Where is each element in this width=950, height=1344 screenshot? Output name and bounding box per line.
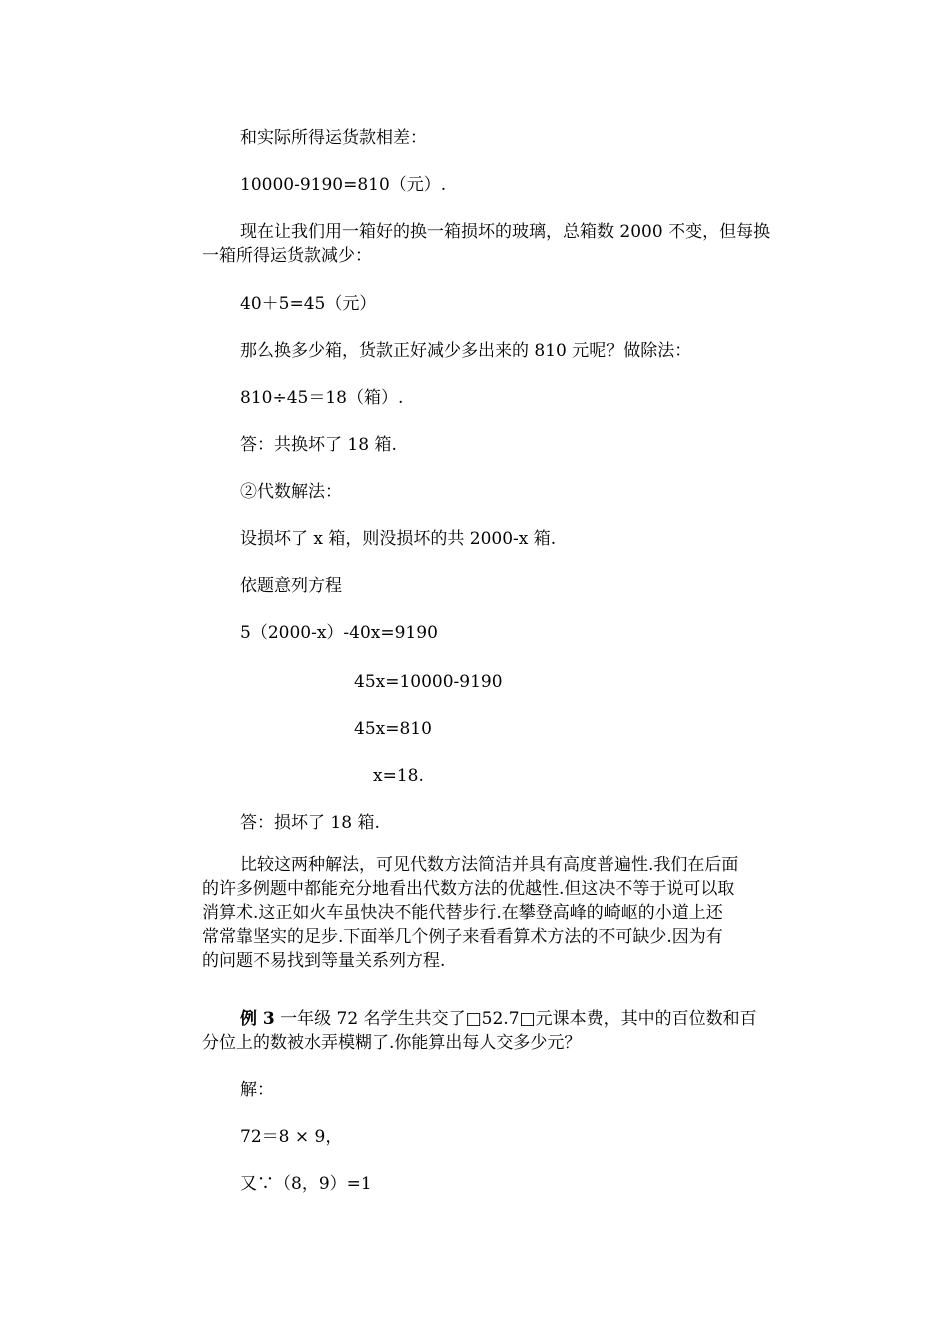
text-line: 答：共换坏了 18 箱. [240,435,397,455]
text-line: 那么换多少箱，货款正好减少多出来的 810 元呢？做除法： [240,341,692,361]
equation-line: 5（2000-x）-40x=9190 [240,623,438,643]
text-line: 设损坏了 x 箱，则没损坏的共 2000-x 箱. [240,529,557,549]
text-line: 和实际所得运货款相差： [240,128,427,148]
equation-line: 45x=10000-9190 [354,672,503,692]
text-line: 消算术.这正如火车虽快决不能代替步行.在攀登高峰的崎岖的小道上还 [202,903,723,923]
text-line: 答：损坏了 18 箱. [240,813,380,833]
text-line [202,1007,812,1031]
equation-line: 又∵（8，9）=1 [240,1174,372,1194]
text-line: 810÷45＝18（箱）. [240,388,404,408]
equation-line: 72＝8 × 9， [240,1127,343,1147]
text-line: 常常靠坚实的足步.下面举几个例子来看看算术方法的不可缺少.因为有 [202,927,723,947]
example-label: 例 3 [240,1009,275,1029]
text-line: 依题意列方程 [240,576,342,596]
example-paragraph [202,1007,812,1055]
text-line: 现在让我们用一箱好的换一箱损坏的玻璃，总箱数 2000 不变，但每换 [240,222,771,242]
example-text: 一年级 72 名学生共交了□52.7□元课本费，其中的百位数和百 [274,1009,757,1029]
equation-line: x=18. [373,766,424,786]
paragraph [202,853,812,973]
paragraph [202,220,812,268]
text-line: 40＋5=45（元） [240,294,377,314]
text-line: 的问题不易找到等量关系列方程. [202,951,446,971]
equation-line: 45x=810 [354,719,432,739]
text-line: 分位上的数被水弄模糊了.你能算出每人交多少元？ [202,1033,582,1053]
text-line: 10000-9190=810（元）. [240,175,447,195]
text-line: 一箱所得运货款减少： [202,246,372,266]
text-line: 解： [240,1080,274,1100]
text-line: 比较这两种解法，可见代数方法简洁并具有高度普遍性.我们在后面 [240,855,739,875]
text-line: 的许多例题中都能充分地看出代数方法的优越性.但这决不等于说可以取 [202,879,735,899]
text-line: ②代数解法： [240,482,342,502]
